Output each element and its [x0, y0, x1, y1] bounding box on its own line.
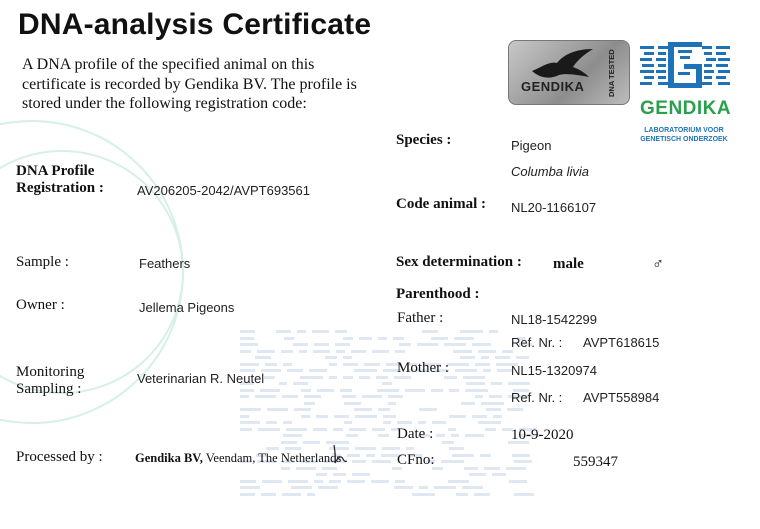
- watermark-dash: [456, 493, 468, 496]
- watermark-dash: [497, 369, 512, 372]
- watermark-dash: [472, 415, 487, 418]
- watermark-dash: [329, 376, 337, 379]
- watermark-dash: [343, 376, 353, 379]
- watermark-dash: [316, 415, 328, 418]
- watermark-dash: [388, 395, 403, 398]
- watermark-dash: [359, 337, 372, 340]
- watermark-dash: [335, 330, 347, 333]
- watermark-dash: [436, 434, 445, 437]
- watermark-dash: [355, 447, 376, 450]
- watermark-dash: [452, 454, 474, 457]
- watermark-dash: [475, 395, 483, 398]
- watermark-dash: [329, 480, 341, 483]
- mother-ref-value: AVPT558984: [583, 390, 660, 405]
- watermark-dash: [343, 337, 353, 340]
- watermark-dash: [281, 350, 293, 353]
- monitoring-label-line1: Monitoring: [16, 364, 85, 380]
- registration-label-line1: DNA Profile: [16, 163, 95, 179]
- watermark-dash: [349, 428, 366, 431]
- watermark-dash: [378, 408, 390, 411]
- watermark-dash: [352, 460, 366, 463]
- watermark-dash: [300, 376, 323, 379]
- processed-company: Gendika BV,: [135, 451, 203, 465]
- watermark-dash: [478, 350, 496, 353]
- watermark-dash: [475, 363, 490, 366]
- sex-value: male: [553, 256, 584, 272]
- watermark-dash: [362, 395, 382, 398]
- watermark-dash: [464, 467, 478, 470]
- watermark-dash: [489, 330, 498, 333]
- watermark-dash: [422, 330, 438, 333]
- parenthood-label: Parenthood :: [396, 286, 480, 302]
- watermark-dash: [279, 382, 287, 385]
- watermark-dash: [483, 369, 491, 372]
- watermark-dash: [276, 330, 291, 333]
- watermark-dash: [240, 480, 256, 483]
- watermark-dash: [297, 330, 306, 333]
- watermark-dash: [454, 337, 474, 340]
- watermark-dash: [240, 395, 249, 398]
- watermark-dash: [377, 389, 399, 392]
- watermark-dash: [508, 382, 530, 385]
- watermark-dash: [313, 350, 330, 353]
- watermark-dash: [342, 395, 356, 398]
- watermark-dash: [301, 389, 311, 392]
- watermark-dash: [448, 480, 469, 483]
- watermark-dash: [405, 389, 425, 392]
- watermark-dash: [383, 421, 391, 424]
- watermark-dash: [351, 350, 366, 353]
- watermark-dash: [486, 408, 501, 411]
- badge-side-text: DNA TESTED: [607, 49, 616, 97]
- species-value: Pigeon: [511, 138, 552, 153]
- code-animal-label: Code animal :: [396, 196, 486, 212]
- watermark-dash: [260, 389, 280, 392]
- watermark-dash: [317, 389, 334, 392]
- watermark-dash: [395, 350, 405, 353]
- watermark-dash: [283, 421, 292, 424]
- watermark-dash: [506, 467, 526, 470]
- monitoring-value: Veterinarian R. Neutel: [137, 371, 265, 386]
- watermark-dash: [288, 480, 308, 483]
- watermark-dash: [255, 356, 271, 359]
- mother-value: NL15-1320974: [511, 363, 598, 378]
- badge-word: GENDIKA: [521, 79, 585, 94]
- watermark-dash: [453, 350, 472, 353]
- watermark-dash: [397, 421, 412, 424]
- watermark-dash: [507, 408, 523, 411]
- processed-value: [135, 451, 341, 466]
- watermark-dash: [336, 350, 345, 353]
- watermark-dash: [474, 493, 490, 496]
- watermark-dash: [354, 408, 372, 411]
- watermark-dash: [417, 343, 438, 346]
- watermark-dash: [281, 467, 290, 470]
- date-label: Date :: [397, 426, 434, 442]
- owner-value: Jellema Pigeons: [139, 300, 235, 315]
- watermark-dash: [469, 473, 486, 476]
- watermark-dash: [460, 356, 475, 359]
- watermark-dash: [240, 337, 254, 340]
- watermark-dash: [444, 343, 466, 346]
- watermark-dash: [282, 493, 301, 496]
- registration-label-line2: Registration :: [16, 180, 104, 196]
- watermark-dash: [460, 330, 483, 333]
- watermark-dash: [378, 337, 387, 340]
- watermark-dash: [314, 480, 323, 483]
- mother-label: Mother :: [397, 360, 450, 376]
- father-ref-label: Ref. Nr. :: [511, 335, 563, 350]
- watermark-dash: [286, 428, 307, 431]
- logo-subtitle: LABORATORIUM VOOR GENETISCH ONDERZOEK: [640, 127, 728, 143]
- watermark-dash: [340, 389, 352, 392]
- watermark-dash: [516, 356, 529, 359]
- watermark-dash: [492, 473, 506, 476]
- watermark-dash: [304, 395, 321, 398]
- watermark-dash: [313, 428, 327, 431]
- watermark-dash: [481, 402, 504, 405]
- watermark-dash: [431, 337, 448, 340]
- watermark-dash: [376, 376, 388, 379]
- watermark-dash: [419, 408, 437, 411]
- sex-label: Sex determination :: [396, 254, 522, 270]
- father-value: NL18-1542299: [511, 312, 598, 327]
- watermark-dash: [372, 428, 385, 431]
- watermark-dash: [344, 402, 361, 405]
- watermark-dash: [325, 356, 337, 359]
- mother-ref-label: Ref. Nr. :: [511, 390, 563, 405]
- watermark-dash: [335, 343, 350, 346]
- watermark-dash: [495, 356, 510, 359]
- watermark-dash: [316, 473, 327, 476]
- watermark-dash: [283, 434, 302, 437]
- watermark-dash: [491, 382, 502, 385]
- watermark-dash: [284, 337, 294, 340]
- processed-location: Veendam, The Netherlands: [202, 451, 342, 465]
- watermark-dash: [383, 415, 396, 418]
- date-value: 10-9-2020: [511, 427, 574, 443]
- registration-value: AV206205-2042/AVPT693561: [137, 183, 310, 198]
- watermark-dash: [395, 480, 405, 483]
- watermark-dash: [432, 421, 446, 424]
- watermark-dash: [261, 493, 276, 496]
- watermark-dash: [480, 454, 491, 457]
- sample-value: Feathers: [139, 256, 191, 271]
- watermark-dash: [451, 434, 459, 437]
- watermark-dash: [296, 467, 316, 470]
- watermark-dash: [447, 363, 469, 366]
- watermark-dash: [240, 350, 251, 353]
- watermark-dash: [240, 415, 249, 418]
- watermark-dash: [419, 486, 428, 489]
- watermark-dash: [372, 460, 391, 463]
- watermark-dash: [333, 473, 346, 476]
- watermark-dash: [382, 447, 400, 450]
- watermark-dash: [322, 467, 337, 470]
- owner-label: Owner :: [16, 297, 65, 313]
- watermark-dash: [514, 460, 532, 463]
- watermark-dash: [318, 486, 338, 489]
- male-symbol-icon: ♂: [652, 256, 664, 273]
- signature-mark-icon: [331, 443, 349, 465]
- watermark-dash: [344, 421, 352, 424]
- watermark-dash: [257, 350, 275, 353]
- logo-word: GENDIKA: [640, 98, 732, 119]
- watermark-dash: [399, 343, 411, 346]
- watermark-dash: [329, 363, 337, 366]
- watermark-dash: [412, 493, 435, 496]
- watermark-dash: [512, 454, 530, 457]
- watermark-dash: [314, 343, 329, 346]
- watermark-dash: [258, 428, 280, 431]
- watermark-dash: [355, 415, 377, 418]
- watermark-dash: [448, 428, 456, 431]
- pigeon-silhouette-icon: [527, 47, 597, 83]
- watermark-dash: [309, 369, 327, 372]
- watermark-dash: [472, 343, 491, 346]
- watermark-dash: [281, 441, 297, 444]
- watermark-dash: [465, 389, 488, 392]
- processed-label: Processed by :: [16, 449, 103, 465]
- watermark-dash: [333, 428, 343, 431]
- watermark-dash: [372, 350, 389, 353]
- watermark-dash: [343, 363, 358, 366]
- watermark-dash: [455, 369, 477, 372]
- watermark-dash: [264, 376, 275, 379]
- watermark-dash: [255, 395, 276, 398]
- species-label: Species :: [396, 132, 452, 148]
- watermark-dash: [285, 447, 301, 450]
- watermark-dash: [441, 460, 464, 463]
- species-latin: Columba livia: [511, 164, 590, 179]
- sample-label: Sample :: [16, 254, 69, 270]
- gendika-logo-icon: [640, 42, 730, 94]
- watermark-dash: [240, 389, 254, 392]
- father-ref-value: AVPT618615: [583, 335, 660, 350]
- watermark-dash: [481, 356, 489, 359]
- watermark-dash: [346, 434, 358, 437]
- watermark-dash: [293, 343, 308, 346]
- watermark-dash: [312, 330, 329, 333]
- watermark-dash: [465, 434, 484, 437]
- watermark-dash: [352, 473, 370, 476]
- watermark-dash: [382, 382, 392, 385]
- gendika-logo: [632, 42, 742, 147]
- watermark-dash: [240, 343, 258, 346]
- watermark-dash: [462, 486, 483, 489]
- watermark-dash: [240, 421, 260, 424]
- watermark-dash: [406, 447, 414, 450]
- watermark-dash: [461, 402, 475, 405]
- watermark-dash: [442, 441, 454, 444]
- watermark-dash: [514, 493, 534, 496]
- watermark-dash: [291, 486, 312, 489]
- watermark-dash: [394, 486, 413, 489]
- watermark-dna-pattern: [240, 330, 530, 500]
- watermark-dash: [266, 447, 279, 450]
- watermark-dash: [307, 493, 315, 496]
- watermark-dash: [449, 447, 464, 450]
- watermark-dash: [378, 434, 389, 437]
- watermark-dash: [283, 363, 292, 366]
- watermark-dash: [265, 363, 277, 366]
- watermark-dash: [449, 389, 459, 392]
- watermark-dash: [240, 363, 259, 366]
- watermark-dash: [303, 441, 320, 444]
- watermark-dash: [304, 402, 315, 405]
- watermark-dash: [489, 395, 502, 398]
- watermark-dash: [449, 415, 466, 418]
- watermark-dash: [485, 428, 496, 431]
- watermark-dash: [366, 454, 375, 457]
- watermark-dash: [347, 480, 365, 483]
- watermark-dash: [364, 363, 380, 366]
- cfno-label: CFno:: [397, 452, 435, 468]
- watermark-dash: [287, 369, 303, 372]
- watermark-dash: [267, 408, 288, 411]
- certificate-title: DNA-analysis Certificate: [18, 8, 372, 41]
- watermark-dash: [343, 356, 352, 359]
- watermark-dash: [266, 421, 277, 424]
- watermark-dash: [240, 408, 261, 411]
- watermark-dash: [240, 493, 255, 496]
- watermark-dash: [359, 376, 370, 379]
- watermark-dash: [240, 428, 252, 431]
- watermark-dash: [484, 467, 500, 470]
- watermark-dash: [478, 421, 501, 424]
- monitoring-label-line2: Sampling :: [16, 381, 82, 397]
- watermark-dash: [509, 480, 527, 483]
- watermark-dash: [431, 389, 443, 392]
- watermark-dash: [354, 369, 377, 372]
- watermark-dash: [463, 376, 485, 379]
- watermark-dash: [299, 350, 307, 353]
- watermark-dash: [434, 486, 456, 489]
- watermark-dash: [466, 382, 485, 385]
- watermark-dash: [262, 480, 282, 483]
- watermark-dash: [282, 395, 298, 398]
- watermark-dash: [293, 382, 308, 385]
- watermark-dash: [301, 415, 310, 418]
- watermark-dash: [418, 421, 426, 424]
- father-label: Father :: [397, 310, 444, 326]
- watermark-dash: [240, 486, 260, 489]
- watermark-dash: [294, 408, 311, 411]
- dna-tested-badge: [508, 40, 630, 105]
- intro-text: A DNA profile of the specified animal on this certificate is recorded by Gendika BV. The profile is stored under the following registration code:: [22, 56, 357, 112]
- watermark-dash: [334, 415, 349, 418]
- watermark-dash: [371, 480, 389, 483]
- watermark-dash: [388, 402, 396, 405]
- watermark-dash: [393, 337, 404, 340]
- watermark-dash: [240, 330, 255, 333]
- cfno-value: 559347: [573, 454, 618, 470]
- watermark-dash: [493, 415, 502, 418]
- code-animal-value: NL20-1166107: [511, 200, 597, 215]
